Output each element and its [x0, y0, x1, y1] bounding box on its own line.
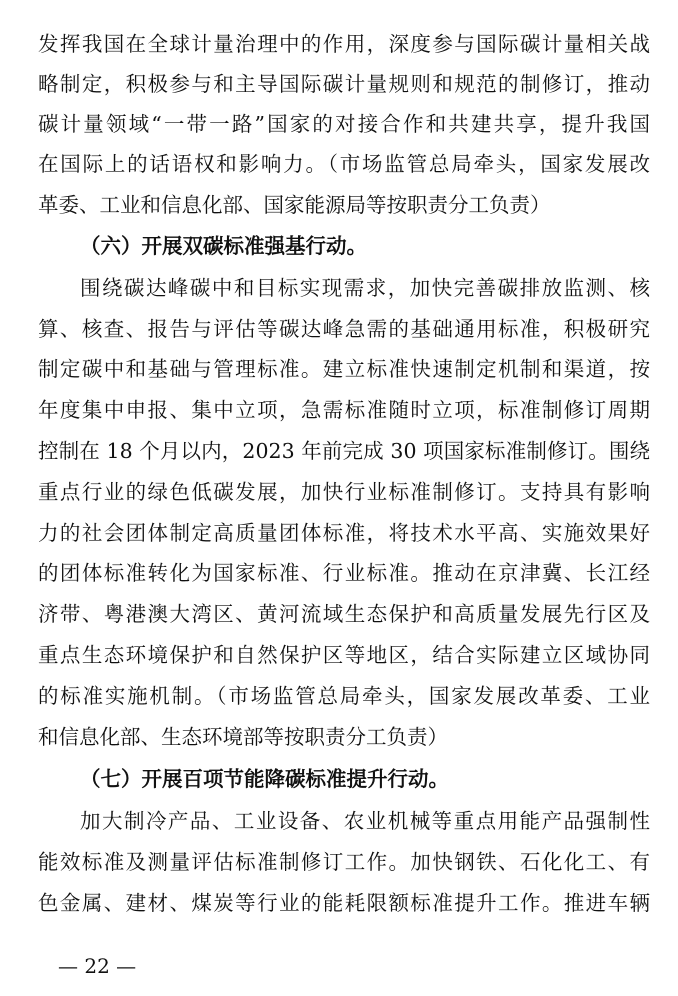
paragraph-2-line-4: 年度集中申报、集中立项，急需标准随时立项，标准制修订周期: [38, 398, 650, 422]
paragraph-2-line-6: 重点行业的绿色低碳发展，加快行业标准制修订。支持具有影响: [38, 480, 650, 504]
paragraph-2-line-10: 重点生态环境保护和自然保护区等地区，结合实际建立区域协同: [38, 643, 650, 667]
paragraph-2-line-7: 力的社会团体制定高质量团体标准，将技术水平高、实施效果好: [38, 521, 650, 545]
paragraph-2-line-12: 和信息化部、生态环境部等按职责分工负责）: [38, 725, 448, 749]
paragraph-1-line-2: 略制定，积极参与和主导国际碳计量规则和规范的制修订，推动: [38, 72, 650, 96]
paragraph-3-line-1: 加大制冷产品、工业设备、农业机械等重点用能产品强制性: [80, 809, 650, 833]
paragraph-2-line-8: 的团体标准转化为国家标准、行业标准。推动在京津冀、长江经: [38, 561, 650, 585]
paragraph-2-line-5: 控制在 18 个月以内，2023 年前完成 30 项国家标准制修订。围绕: [38, 439, 650, 463]
section-heading-7: （七）开展百项节能降碳标准提升行动。: [80, 767, 449, 791]
paragraph-2-line-11: 的标准实施机制。（市场监管总局牵头，国家发展改革委、工业: [38, 684, 650, 708]
paragraph-3-line-2: 能效标准及测量评估标准制修订工作。加快钢铁、石化化工、有: [38, 850, 650, 874]
paragraph-2-line-1: 围绕碳达峰碳中和目标实现需求，加快完善碳排放监测、核: [80, 276, 650, 300]
paragraph-1-line-4: 在国际上的话语权和影响力。（市场监管总局牵头，国家发展改: [38, 152, 650, 176]
page-number: — 22 —: [58, 954, 137, 978]
paragraph-2-line-9: 济带、粤港澳大湾区、黄河流域生态保护和高质量发展先行区及: [38, 602, 650, 626]
section-heading-6: （六）开展双碳标准强基行动。: [80, 234, 367, 258]
paragraph-1-line-3: 碳计量领域“一带一路”国家的对接合作和共建共享，提升我国: [38, 112, 650, 136]
paragraph-2-line-2: 算、核查、报告与评估等碳达峰急需的基础通用标准，积极研究: [38, 317, 650, 341]
paragraph-2-line-3: 制定碳中和基础与管理标准。建立标准快速制定机制和渠道，按: [38, 357, 650, 381]
paragraph-1-line-5: 革委、工业和信息化部、国家能源局等按职责分工负责）: [38, 193, 551, 217]
paragraph-1-line-1: 发挥我国在全球计量治理中的作用，深度参与国际碳计量相关战: [38, 32, 650, 56]
paragraph-3-line-3: 色金属、建材、煤炭等行业的能耗限额标准提升工作。推进车辆: [38, 891, 650, 915]
